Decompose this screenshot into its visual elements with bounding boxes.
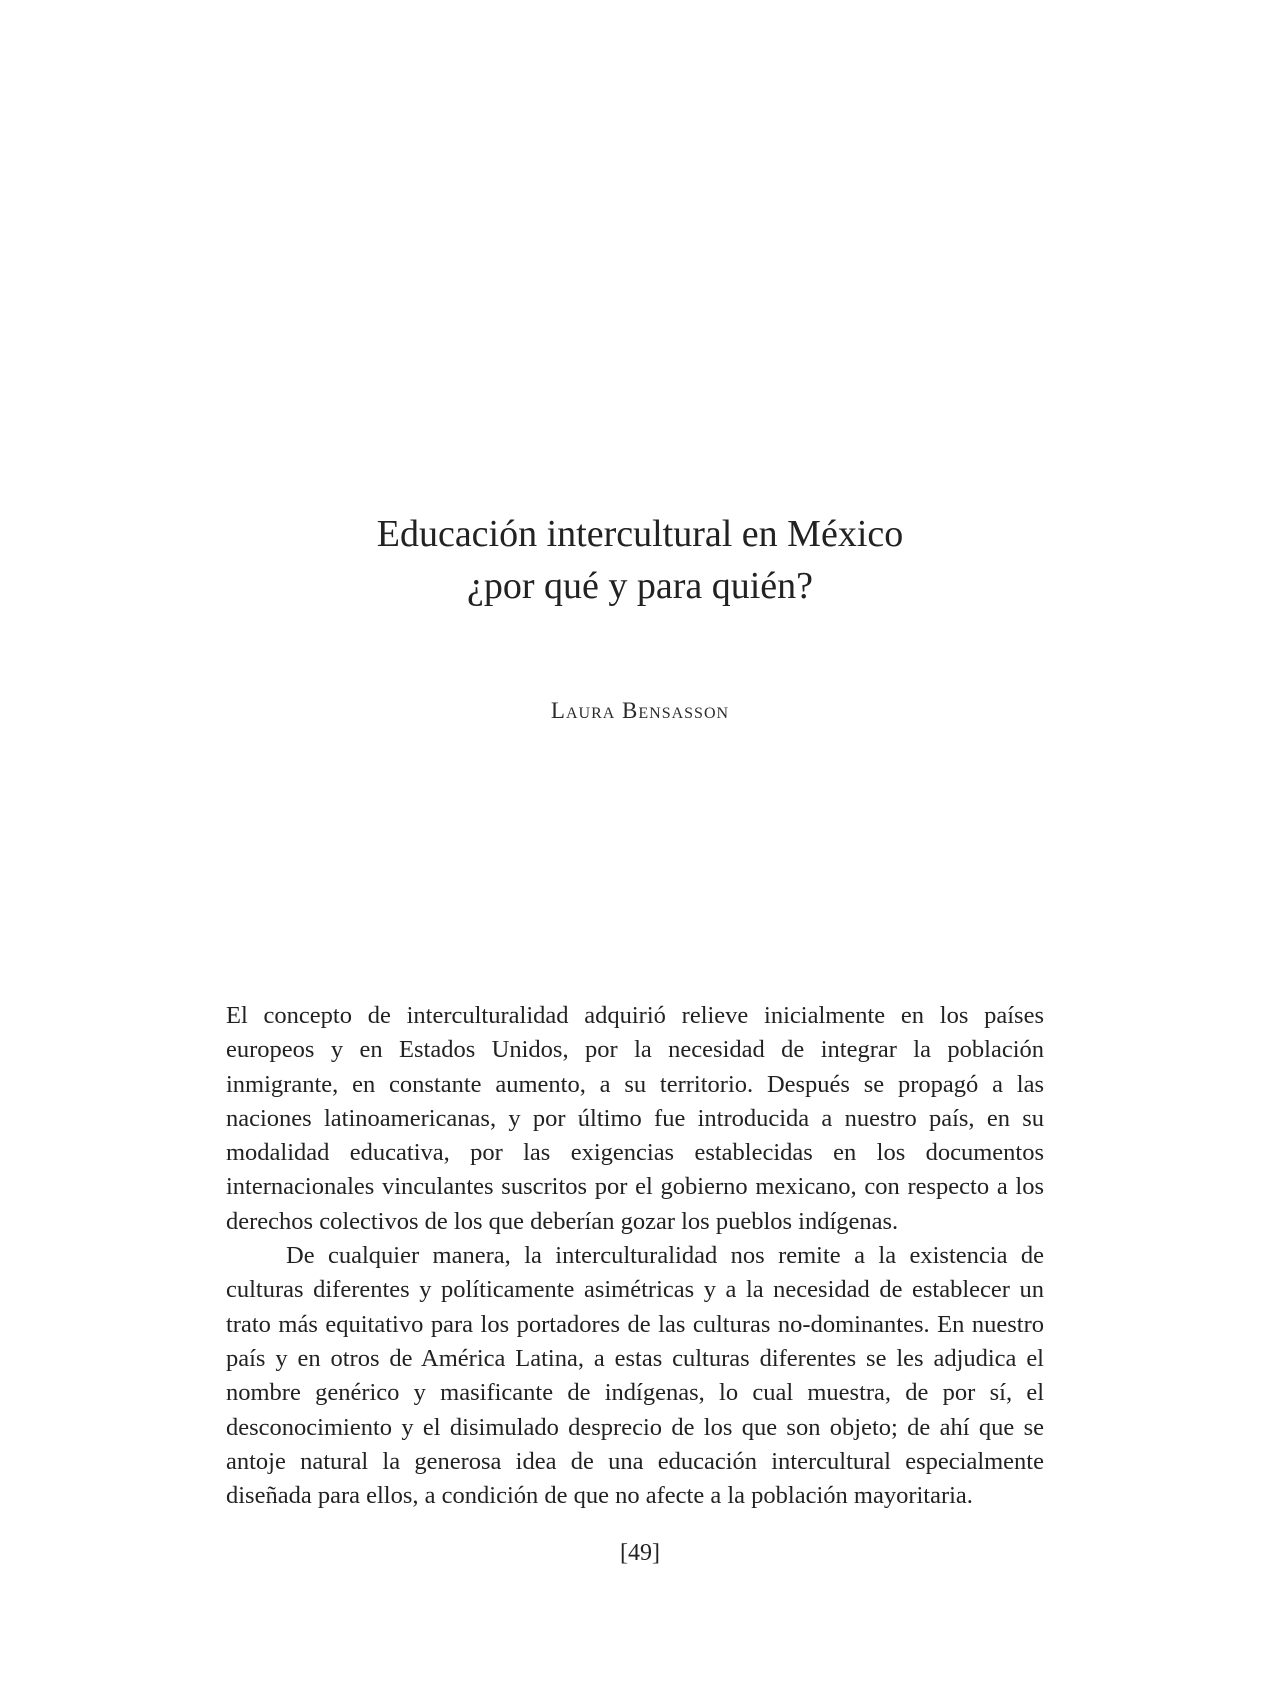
paragraph-1: El concepto de interculturalidad adquirió relieve inicialmente en los países europeos y en Estados Unidos, por la necesidad de integrar la población inmigrante, en constante aumento, a su territorio. Después se propagó a las naciones latinoamericanas, y por último fue introducida a nuestro país, en su modalidad educativa, por las exigencias establecidas en los documentos internacionales vinculantes suscritos por el gobierno mexicano, con respecto a los derechos colectivos de los que deberían gozar los pueblos indígenas. [226,1002,1044,1235]
chapter-title [0,508,1280,612]
author-name: Laura Bensasson [550,698,730,723]
chapter-title-line-2: ¿por qué y para quién? [466,565,814,607]
page-number: [49] [620,1540,660,1566]
body-text [226,999,1044,1513]
paragraph-2: De cualquier manera, la interculturalidad nos remite a la existencia de culturas diferentes y políticamente asimétricas y a la necesidad de establecer un trato más equitativo para los portadores de las culturas no-dominantes. En nuestro país y en otros de América Latina, a estas culturas diferentes se les adjudica el nombre genérico y masificante de indígenas, lo cual muestra, de por sí, el desconocimiento y el disimulado desprecio de los que son objeto; de ahí que se antoje natural la generosa idea de una educación intercultural especialmente diseñada para ellos, a condición de que no afecte a la población mayoritaria. [226,1242,1044,1510]
chapter-title-line-1: Educación intercultural en México [376,513,904,555]
